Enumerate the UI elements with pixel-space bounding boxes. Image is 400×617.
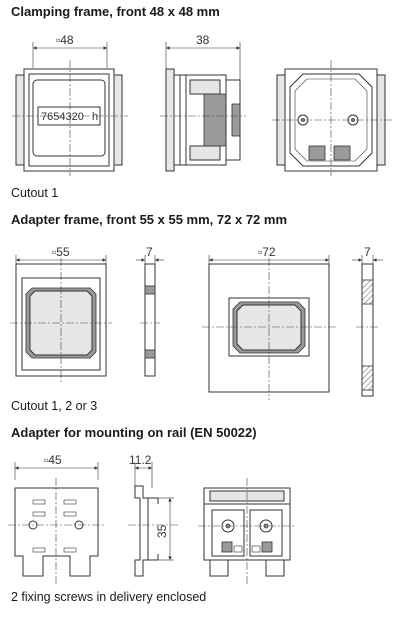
dim-front-55: ▫55 bbox=[52, 245, 70, 259]
dim-front-72: ▫72 bbox=[258, 245, 276, 259]
adapter-frame-72-side bbox=[352, 245, 383, 396]
heading-rail-adapter: Adapter for mounting on rail (EN 50022) bbox=[11, 425, 257, 440]
clamping-frame-rear-view bbox=[272, 60, 392, 176]
adapter-frame-72-front bbox=[202, 245, 336, 400]
note-cutout-1-2-3: Cutout 1, 2 or 3 bbox=[11, 399, 98, 413]
dim-side-38: 38 bbox=[196, 33, 210, 47]
note-cutout-1: Cutout 1 bbox=[11, 186, 59, 200]
note-fixing-screws: 2 fixing screws in delivery enclosed bbox=[11, 590, 207, 604]
clamping-frame-side-view bbox=[160, 33, 246, 171]
dim-rail-front-45: ▫45 bbox=[44, 453, 62, 467]
counter-unit: h bbox=[92, 111, 99, 123]
dim-rail-side-11-2: 11.2 bbox=[129, 453, 152, 467]
dim-rail-height-35: 35 bbox=[155, 524, 169, 538]
dim-side-7-b: 7 bbox=[364, 245, 371, 259]
dim-front-48: ▫48 bbox=[56, 33, 74, 47]
heading-adapter-frame: Adapter frame, front 55 x 55 mm, 72 x 72 mm bbox=[11, 212, 288, 227]
rail-adapter-front bbox=[8, 453, 105, 584]
clamping-frame-front-view bbox=[12, 33, 128, 176]
counter-digits: 7654320 bbox=[41, 111, 84, 123]
rail-adapter-rear bbox=[198, 478, 296, 584]
adapter-frame-55-front bbox=[10, 245, 112, 384]
adapter-frame-55-side bbox=[136, 245, 164, 376]
dim-side-7-a: 7 bbox=[146, 245, 153, 259]
heading-clamping-frame: Clamping frame, front 48 x 48 mm bbox=[11, 4, 220, 19]
rail-adapter-side bbox=[128, 453, 178, 576]
